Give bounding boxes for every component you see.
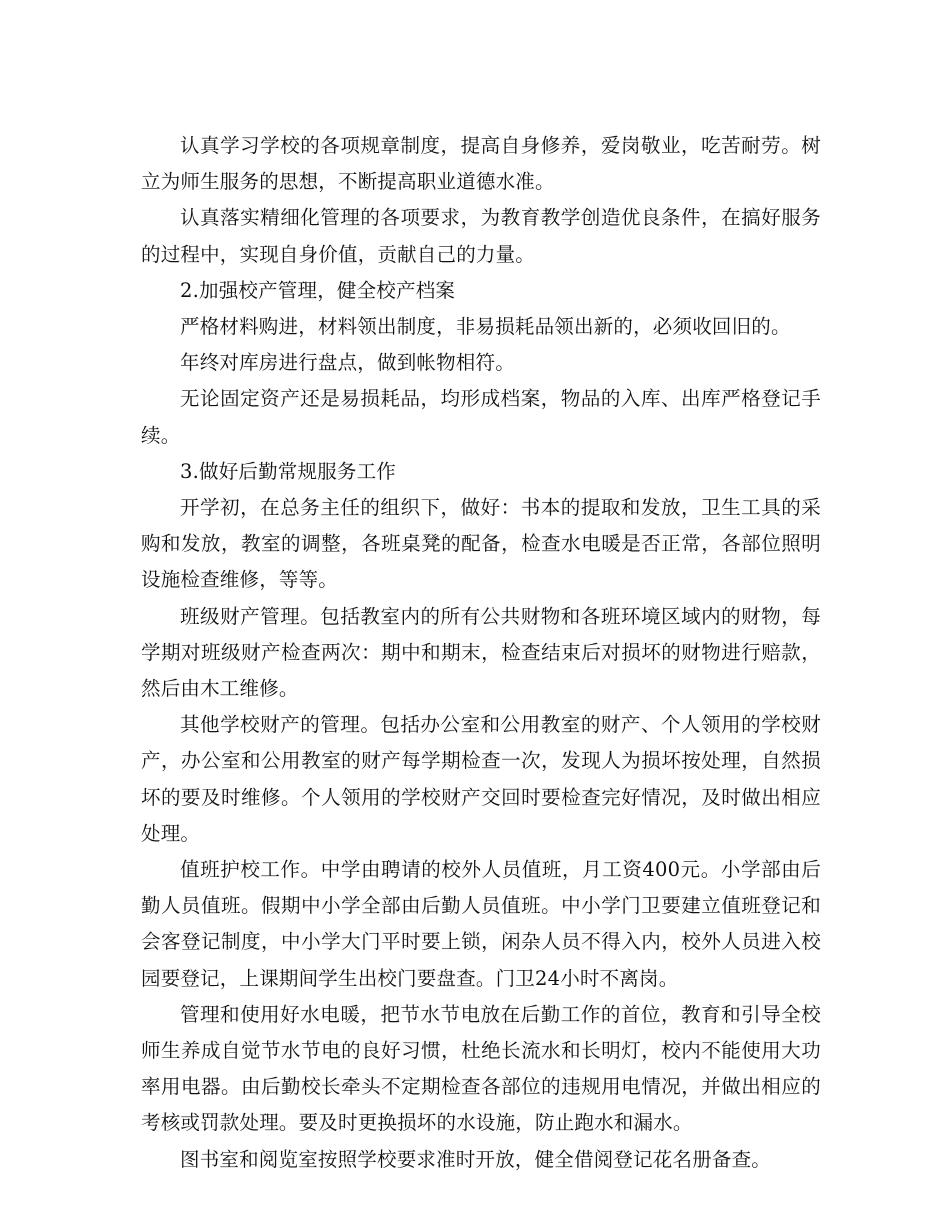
paragraph-6: 开学初，在总务主任的组织下，做好：书本的提取和发放，卫生工具的采购和发放，教室的调整，各班桌凳的配备，检查水电暖是否正常，各部位照明设施检查维修，等等。 [141, 496, 821, 592]
paragraph-3: 严格材料购进，材料领出制度，非易损耗品领出新的，必须收回旧的。 [180, 315, 791, 339]
paragraph-7: 班级财产管理。包括教室内的所有公共财物和各班环境区域内的财物，每学期对班级财产检查两次：期中和期末，检查结束后对损坏的财物进行赔款，然后由木工维修。 [141, 604, 821, 701]
paragraph-8: 其他学校财产的管理。包括办公室和公用教室的财产、个人领用的学校财产，办公室和公用教室的财产每学期检查一次，发现人为损坏按处理，自然损坏的要及时维修。个人领用的学校财产交回时要检查完好情况，及时做出相应处理。 [141, 713, 821, 845]
paragraph-10: 管理和使用好水电暖，把节水节电放在后勤工作的首位，教育和引导全校师生养成自觉节水节电的良好习惯，杜绝长流水和长明灯，校内不能使用大功率用电器。由后勤校长牵头不定期检查各部位的违规用电情况，并做出相应的考核或罚款处理。要及时更换损坏的水设施，防止跑水和漏水。 [141, 1002, 821, 1135]
paragraph-4: 年终对库房进行盘点，做到帐物相符。 [180, 351, 515, 375]
paragraph-11: 图书室和阅览室按照学校要求准时开放，健全借阅登记花名册备查。 [180, 1147, 772, 1171]
paragraph-1: 认真学习学校的各项规章制度，提高自身修养，爱岗敬业，吃苦耐劳。树立为师生服务的思想，不断提高职业道德水准。 [141, 134, 821, 194]
section-heading-3: 3.做好后勤常规服务工作 [180, 459, 397, 483]
paragraph-2: 认真落实精细化管理的各项要求，为教育教学创造优良条件，在搞好服务的过程中，实现自身价值，贡献自己的力量。 [141, 206, 821, 266]
section-heading-2: 2.加强校产管理，健全校产档案 [180, 278, 456, 302]
paragraph-5: 无论固定资产还是易损耗品，均形成档案，物品的入库、出库严格登记手续。 [141, 387, 821, 447]
document-body [141, 128, 821, 1178]
paragraph-9: 值班护校工作。中学由聘请的校外人员值班，月工资400元。小学部由后勤人员值班。假期中小学全部由后勤人员值班。中小学门卫要建立值班登记和会客登记制度，中小学大门平时要上锁，闲杂人员不得入内，校外人员进入校园要登记，上课期间学生出校门要盘查。门卫24小时不离岗。 [141, 858, 821, 990]
